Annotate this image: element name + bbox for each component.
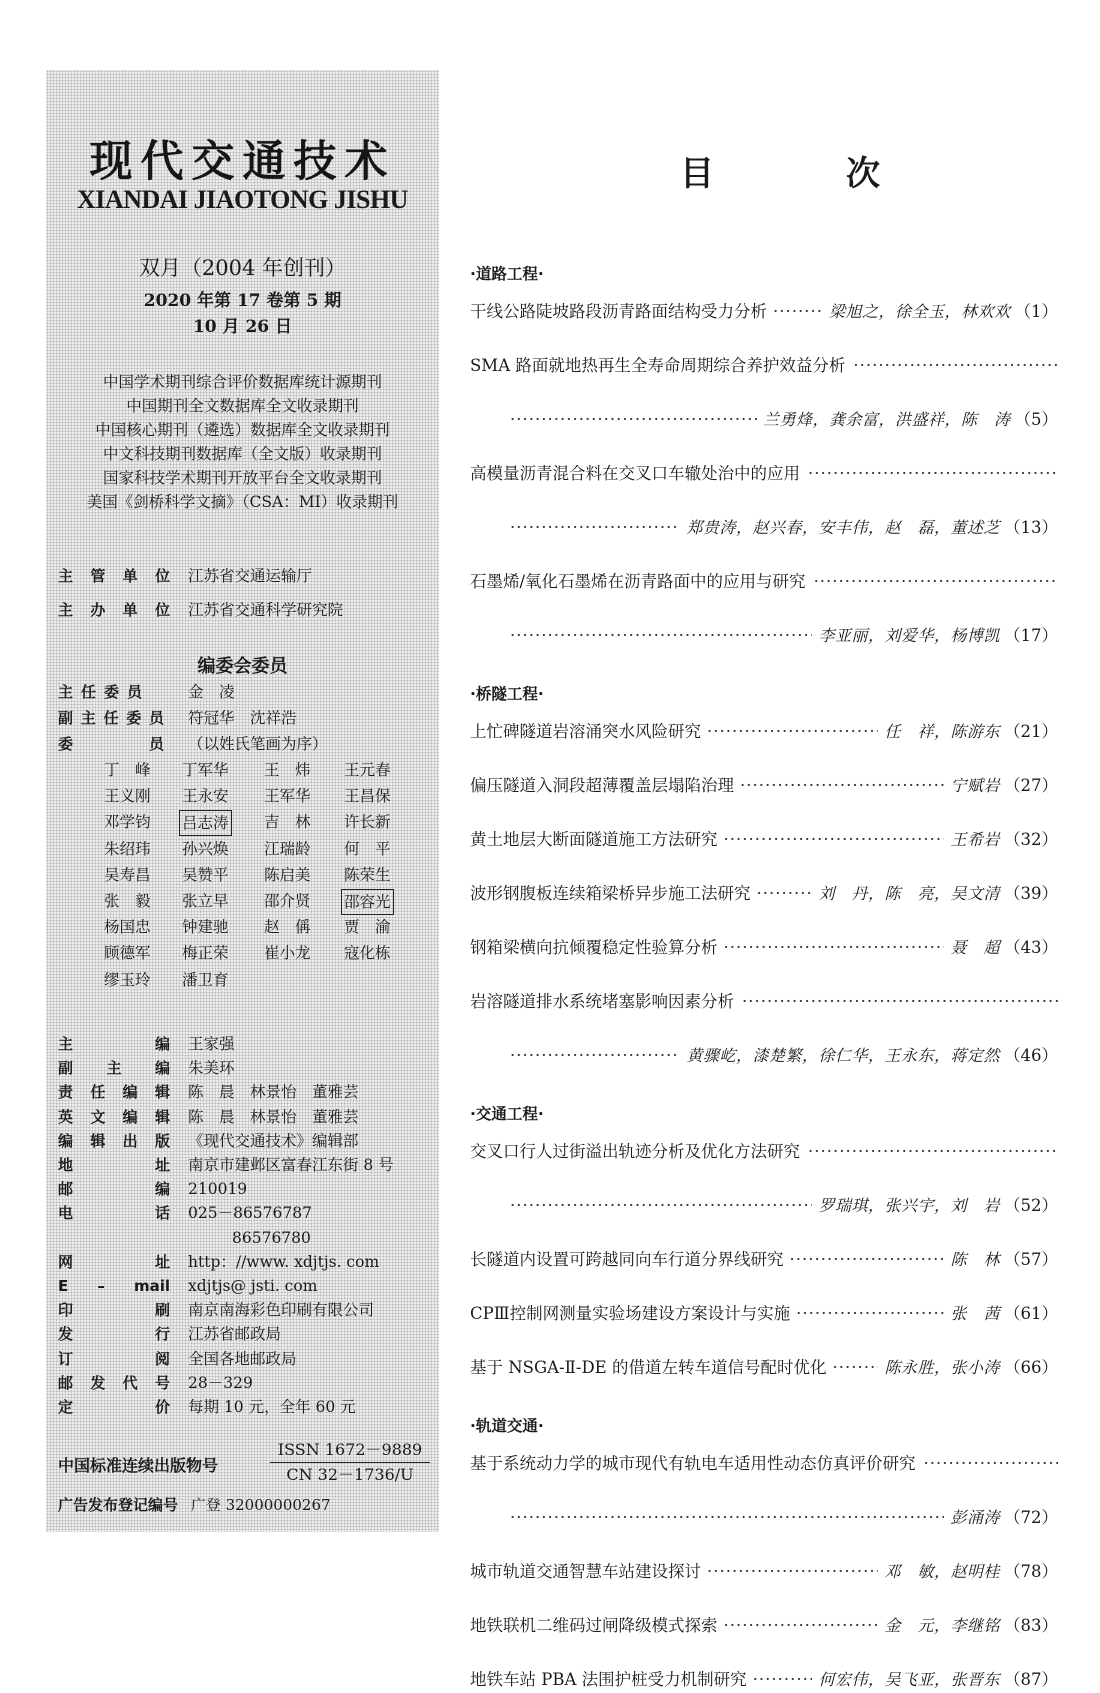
toc-entry-authors: 金 元，李继铭	[884, 1616, 1000, 1635]
toc-entry-title: 石墨烯/氧化石墨烯在沥青路面中的应用与研究	[470, 572, 806, 591]
row-label: 网 址	[58, 1252, 170, 1271]
row-label: 定 价	[58, 1398, 170, 1416]
toc-entry-continuation[interactable]	[470, 1505, 1058, 1531]
row-value: 朱美环	[188, 1059, 235, 1078]
toc-entry-title: 干线公路陡坡路段沥青路面结构受力分析	[470, 302, 767, 321]
leader-dots	[814, 569, 1058, 595]
toc-entry-title: 黄土地层大断面隧道施工方法研究	[470, 830, 718, 849]
board-member: 王军华	[264, 787, 311, 806]
toc-entry-title: 高模量沥青混合料在交叉口车辙处治中的应用	[470, 464, 800, 483]
row-value: 28－329	[188, 1373, 253, 1392]
toc-section-heading: ·轨道交通·	[470, 1417, 544, 1435]
toc-entry[interactable]	[470, 1247, 1058, 1273]
toc-entry-title: 城市轨道交通智慧车站建设探讨	[470, 1562, 701, 1581]
toc-entry-authors: 梁旭之，徐全玉，林欢欢	[828, 302, 1011, 321]
toc-section-heading: ·道路工程·	[470, 265, 544, 283]
toc-entry-authors: 聂 超	[950, 938, 1000, 957]
row-value: 江苏省交通科学研究院	[188, 601, 344, 619]
toc-entry-authors: 邓 敏，赵明桂	[884, 1562, 1000, 1581]
board-member: 吴寿昌	[104, 865, 151, 884]
row-value: 王家强	[188, 1035, 235, 1053]
toc-entry-page: （72）	[1004, 1508, 1058, 1527]
issn-label: 中国标准连续出版物号	[58, 1456, 219, 1475]
toc-entry-page: （1）	[1014, 302, 1058, 321]
toc-entry-authors: 何宏伟，吴飞亚，张晋东	[818, 1670, 1000, 1689]
board-member: 杨国忠	[104, 918, 151, 937]
toc-entry-page: （57）	[1004, 1250, 1058, 1269]
row-value: 全国各地邮政局	[188, 1349, 297, 1368]
toc-title	[680, 146, 880, 195]
board-member: 吴赞平	[182, 865, 229, 884]
board-member: 孙兴焕	[182, 839, 229, 858]
masthead-panel	[46, 70, 439, 1532]
board-member: 王元春	[344, 761, 391, 779]
toc-entry-authors: 刘 丹，陈 亮，吴文清	[818, 884, 1000, 903]
row-value: 符冠华 沈祥浩	[188, 709, 297, 727]
ad-registration	[58, 1494, 331, 1515]
toc-section-heading: ·桥隧工程·	[470, 685, 544, 703]
toc-entry-page: （61）	[1004, 1304, 1058, 1323]
toc-entry-authors: 陈永胜，张小涛	[884, 1358, 1000, 1377]
board-member: 许长新	[344, 813, 391, 832]
leader-dots	[707, 719, 878, 745]
leader-dots	[796, 1301, 944, 1327]
toc-entry[interactable]	[470, 1559, 1058, 1585]
board-member: 吉 林	[264, 813, 311, 832]
toc-entry-title: 基于系统动力学的城市现代有轨电车适用性动态仿真评价研究	[470, 1454, 916, 1473]
indexing-item: 中国学术期刊综合评价数据库统计源期刊	[102, 373, 382, 391]
leader-dots	[808, 1139, 1058, 1165]
toc-entry[interactable]	[470, 773, 1058, 799]
toc-entry-page: （83）	[1004, 1616, 1058, 1635]
board-member: 张 毅	[104, 892, 151, 910]
toc-entry-authors: 张 茜	[950, 1304, 1000, 1323]
leader-dots	[510, 407, 757, 433]
toc-entry-continuation[interactable]	[470, 1193, 1058, 1219]
board-member: 王 炜	[264, 761, 311, 779]
toc-entry-authors: 李亚丽，刘爱华，杨博凯	[818, 626, 1000, 645]
board-member: 陈启美	[264, 865, 311, 884]
toc-entry-authors: 王希岩	[950, 830, 1000, 849]
toc-entry-continuation[interactable]	[470, 1043, 1058, 1069]
row-label: 电 话	[58, 1204, 170, 1223]
leader-dots	[832, 1355, 878, 1381]
toc-entry-authors: 陈 林	[950, 1250, 1000, 1269]
board-member: 王永安	[182, 787, 229, 806]
board-member: 江瑞龄	[264, 839, 311, 858]
leader-dots	[510, 1043, 680, 1069]
row-value: 江苏省交通运输厅	[188, 567, 313, 585]
board-member: 何 平	[344, 839, 391, 858]
magazine-title: 现代交通技术	[89, 137, 396, 187]
leader-dots	[724, 935, 945, 961]
toc-entry-continuation[interactable]	[470, 515, 1058, 541]
row-value: xdjtjs@ jsti. com	[188, 1277, 318, 1295]
toc-title-char: 次	[846, 154, 880, 194]
toc-entry-title: 地铁车站 PBA 法围护桩受力机制研究	[470, 1670, 747, 1689]
board-member: 朱绍玮	[104, 839, 151, 858]
board-member: 缪玉玲	[104, 970, 151, 989]
toc-entry-authors: 任 祥，陈游东	[884, 722, 1000, 741]
leader-dots	[773, 299, 823, 325]
toc-entry-page: （43）	[1004, 938, 1058, 957]
publication-frequency: 双月（2004 年创刊）	[138, 256, 347, 280]
toc-entry[interactable]	[470, 299, 1058, 325]
toc-entry-page: （46）	[1004, 1046, 1058, 1065]
toc-entry[interactable]	[470, 1451, 1058, 1477]
issn-number: ISSN 1672－9889	[270, 1438, 430, 1463]
toc-entry[interactable]	[470, 1613, 1058, 1639]
board-member: 钟建驰	[182, 918, 229, 937]
row-value: 210019	[188, 1180, 248, 1199]
leader-dots	[724, 1613, 879, 1639]
indexing-item: 中国核心期刊（遴选）数据库全文收录期刊	[95, 421, 390, 439]
row-value: 025－86576787	[188, 1204, 312, 1223]
leader-dots	[510, 623, 812, 649]
board-member: 张立早	[182, 892, 229, 910]
row-label: E – mail	[58, 1277, 170, 1295]
leader-dots	[707, 1559, 878, 1585]
toc-entry-continuation[interactable]	[470, 407, 1058, 433]
board-member: 吕志涛	[179, 810, 232, 836]
leader-dots	[853, 353, 1058, 379]
toc-entry-page: （13）	[1004, 518, 1058, 537]
issue-number: 2020 年第 17 卷第 5 期	[143, 291, 342, 311]
toc-entry-title: 波形钢腹板连续箱梁桥异步施工法研究	[470, 884, 751, 903]
toc-entry-page: （5）	[1014, 410, 1058, 429]
toc-entry-authors: 罗瑞琪，张兴宇，刘 岩	[818, 1196, 1000, 1215]
toc-entry-authors: 彭涌涛	[950, 1508, 1000, 1527]
toc-entry-authors: 兰勇烽，龚余富，洪盛祥，陈 涛	[762, 410, 1011, 429]
editorial-board-heading: 编委会委员	[197, 656, 288, 677]
board-member: 梅正荣	[182, 944, 229, 963]
toc-entry[interactable]	[470, 1139, 1058, 1165]
toc-entry[interactable]	[470, 1301, 1058, 1327]
leader-dots	[510, 1505, 944, 1531]
board-member: 邵介贤	[264, 892, 311, 910]
toc-entry-authors: 黄骤屹，漆楚繁，徐仁华，王永东，蒋定然	[686, 1046, 1000, 1065]
row-value: 南京市建邺区富春江东街 8 号	[188, 1156, 394, 1174]
board-member: 寇化栋	[344, 944, 391, 963]
board-member: 邵容光	[341, 889, 394, 915]
row-label: 编 辑 出 版	[58, 1131, 170, 1150]
board-member: 崔小龙	[264, 944, 311, 963]
row-value: 金 凌	[188, 683, 235, 701]
row-label: 委 员	[58, 735, 164, 753]
leader-dots	[757, 881, 813, 907]
indexing-item: 中文科技期刊数据库（全文版）收录期刊	[102, 445, 382, 463]
toc-title-char: 目	[680, 154, 714, 194]
indexing-item: 中国期刊全文数据库全文收录期刊	[126, 397, 359, 415]
row-value: 南京南海彩色印刷有限公司	[188, 1301, 375, 1320]
row-label: 印 刷	[58, 1301, 170, 1320]
cn-number: CN 32－1736/U	[286, 1465, 414, 1484]
issue-date: 10 月 26 日	[192, 317, 293, 337]
board-member: 丁 峰	[104, 761, 151, 779]
leader-dots	[924, 1451, 1059, 1477]
row-value: （以姓氏笔画为序）	[188, 735, 328, 753]
row-value: 《现代交通技术》编辑部	[188, 1131, 359, 1150]
toc-entry-title: SMA 路面就地热再生全寿命周期综合养护效益分析	[470, 356, 846, 375]
toc-entry-title: 长隧道内设置可跨越同向车行道分界线研究	[470, 1250, 784, 1269]
row-value: 陈 晨 林景怡 董雅芸	[188, 1083, 359, 1102]
indexing-item: 国家科技学术期刊开放平台全文收录期刊	[102, 469, 382, 487]
row-label: 主 办 单 位	[58, 601, 170, 619]
board-member: 邓学钧	[104, 813, 151, 832]
leader-dots	[790, 1247, 945, 1273]
row-label: 副 主 任 委 员	[58, 709, 164, 727]
table-of-contents	[470, 0, 1060, 1689]
leader-dots	[808, 461, 1058, 487]
ad-value: 广登 32000000267	[190, 1496, 331, 1514]
toc-entry-page: （78）	[1004, 1562, 1058, 1581]
row-label: 邮 发 代 号	[58, 1373, 170, 1392]
indexing-item: 美国《剑桥科学文摘》（CSA：MI）收录期刊	[86, 493, 399, 511]
board-member: 贾 渝	[344, 918, 391, 937]
toc-entry-page: （17）	[1004, 626, 1058, 645]
toc-entry-page: （87）	[1004, 1670, 1058, 1689]
toc-entry-title: CPⅢ控制网测量实验场建设方案设计与实施	[470, 1304, 791, 1323]
leader-dots	[510, 515, 680, 541]
toc-entry-page: （39）	[1004, 884, 1058, 903]
row-label: 英 文 编 辑	[58, 1107, 170, 1126]
row-label: 发 行	[58, 1325, 170, 1344]
toc-entry-page: （52）	[1004, 1196, 1058, 1215]
toc-entry-continuation[interactable]	[470, 623, 1058, 649]
toc-entry[interactable]	[470, 881, 1058, 907]
toc-entry[interactable]	[470, 827, 1058, 853]
toc-entry[interactable]	[470, 461, 1058, 487]
row-label: 地 址	[58, 1156, 170, 1174]
leader-dots	[740, 773, 944, 799]
toc-entry-title: 地铁联机二维码过闸降级模式探索	[470, 1616, 718, 1635]
board-member: 王昌保	[344, 787, 391, 806]
row-value: 陈 晨 林景怡 董雅芸	[188, 1107, 359, 1126]
board-member: 赵 偁	[264, 918, 311, 937]
toc-entry-title: 偏压隧道入洞段超薄覆盖层塌陷治理	[470, 776, 734, 795]
toc-entry-authors: 宁赋岩	[950, 776, 1000, 795]
toc-entry-page: （66）	[1004, 1358, 1058, 1377]
board-member: 陈荣生	[344, 865, 391, 884]
toc-entry[interactable]	[470, 353, 1058, 379]
row-label: 邮 编	[58, 1180, 170, 1199]
toc-entry-title: 钢箱梁横向抗倾覆稳定性验算分析	[470, 938, 718, 957]
board-member: 顾德军	[104, 944, 151, 963]
board-member: 王义刚	[104, 787, 151, 806]
row-label: 主 任 委 员	[58, 683, 142, 701]
leader-dots	[724, 827, 945, 853]
toc-entry[interactable]	[470, 989, 1058, 1015]
toc-entry-authors: 郑贵涛，赵兴春，安丰伟，赵 磊，董述芝	[686, 518, 1000, 537]
row-value: 江苏省邮政局	[188, 1325, 282, 1344]
ad-label: 广告发布登记编号	[58, 1496, 179, 1514]
row-value: http：//www. xdjtjs. com	[188, 1252, 380, 1271]
row-value: 每期 10 元，全年 60 元	[188, 1398, 356, 1416]
row-label: 责 任 编 辑	[58, 1083, 170, 1102]
row-label: 订 阅	[58, 1349, 170, 1368]
row-label: 主 编	[58, 1035, 170, 1053]
toc-entry[interactable]	[470, 569, 1058, 595]
toc-entry-title: 基于 NSGA-Ⅱ-DE 的借道左转车道信号配时优化	[470, 1358, 827, 1377]
issn-box	[270, 1438, 430, 1487]
toc-entry-page: （32）	[1004, 830, 1058, 849]
toc-entry-title: 交叉口行人过街溢出轨迹分析及优化方法研究	[470, 1142, 800, 1161]
magazine-pinyin: XIANDAI JIAOTONG JISHU	[77, 185, 408, 214]
indexing-list	[46, 370, 439, 514]
toc-entry-title: 上忙碑隧道岩溶涌突水风险研究	[470, 722, 701, 741]
toc-entry[interactable]	[470, 935, 1058, 961]
toc-section-heading: ·交通工程·	[470, 1105, 544, 1123]
toc-entry-page: （21）	[1004, 722, 1058, 741]
toc-entry-title: 岩溶隧道排水系统堵塞影响因素分析	[470, 992, 734, 1011]
row-value: 86576780	[232, 1228, 311, 1247]
board-member: 潘卫育	[182, 970, 229, 989]
leader-dots	[742, 989, 1058, 1015]
leader-dots	[510, 1193, 812, 1219]
leader-dots	[753, 1667, 813, 1693]
issn-row	[58, 1438, 436, 1488]
toc-entry[interactable]	[470, 1667, 1058, 1693]
toc-entry-page: （27）	[1004, 776, 1058, 795]
board-member: 丁军华	[182, 761, 229, 779]
row-label: 主 管 单 位	[58, 567, 170, 585]
toc-entry[interactable]	[470, 719, 1058, 745]
toc-entry[interactable]	[470, 1355, 1058, 1381]
row-label: 副 主 编	[58, 1059, 170, 1078]
